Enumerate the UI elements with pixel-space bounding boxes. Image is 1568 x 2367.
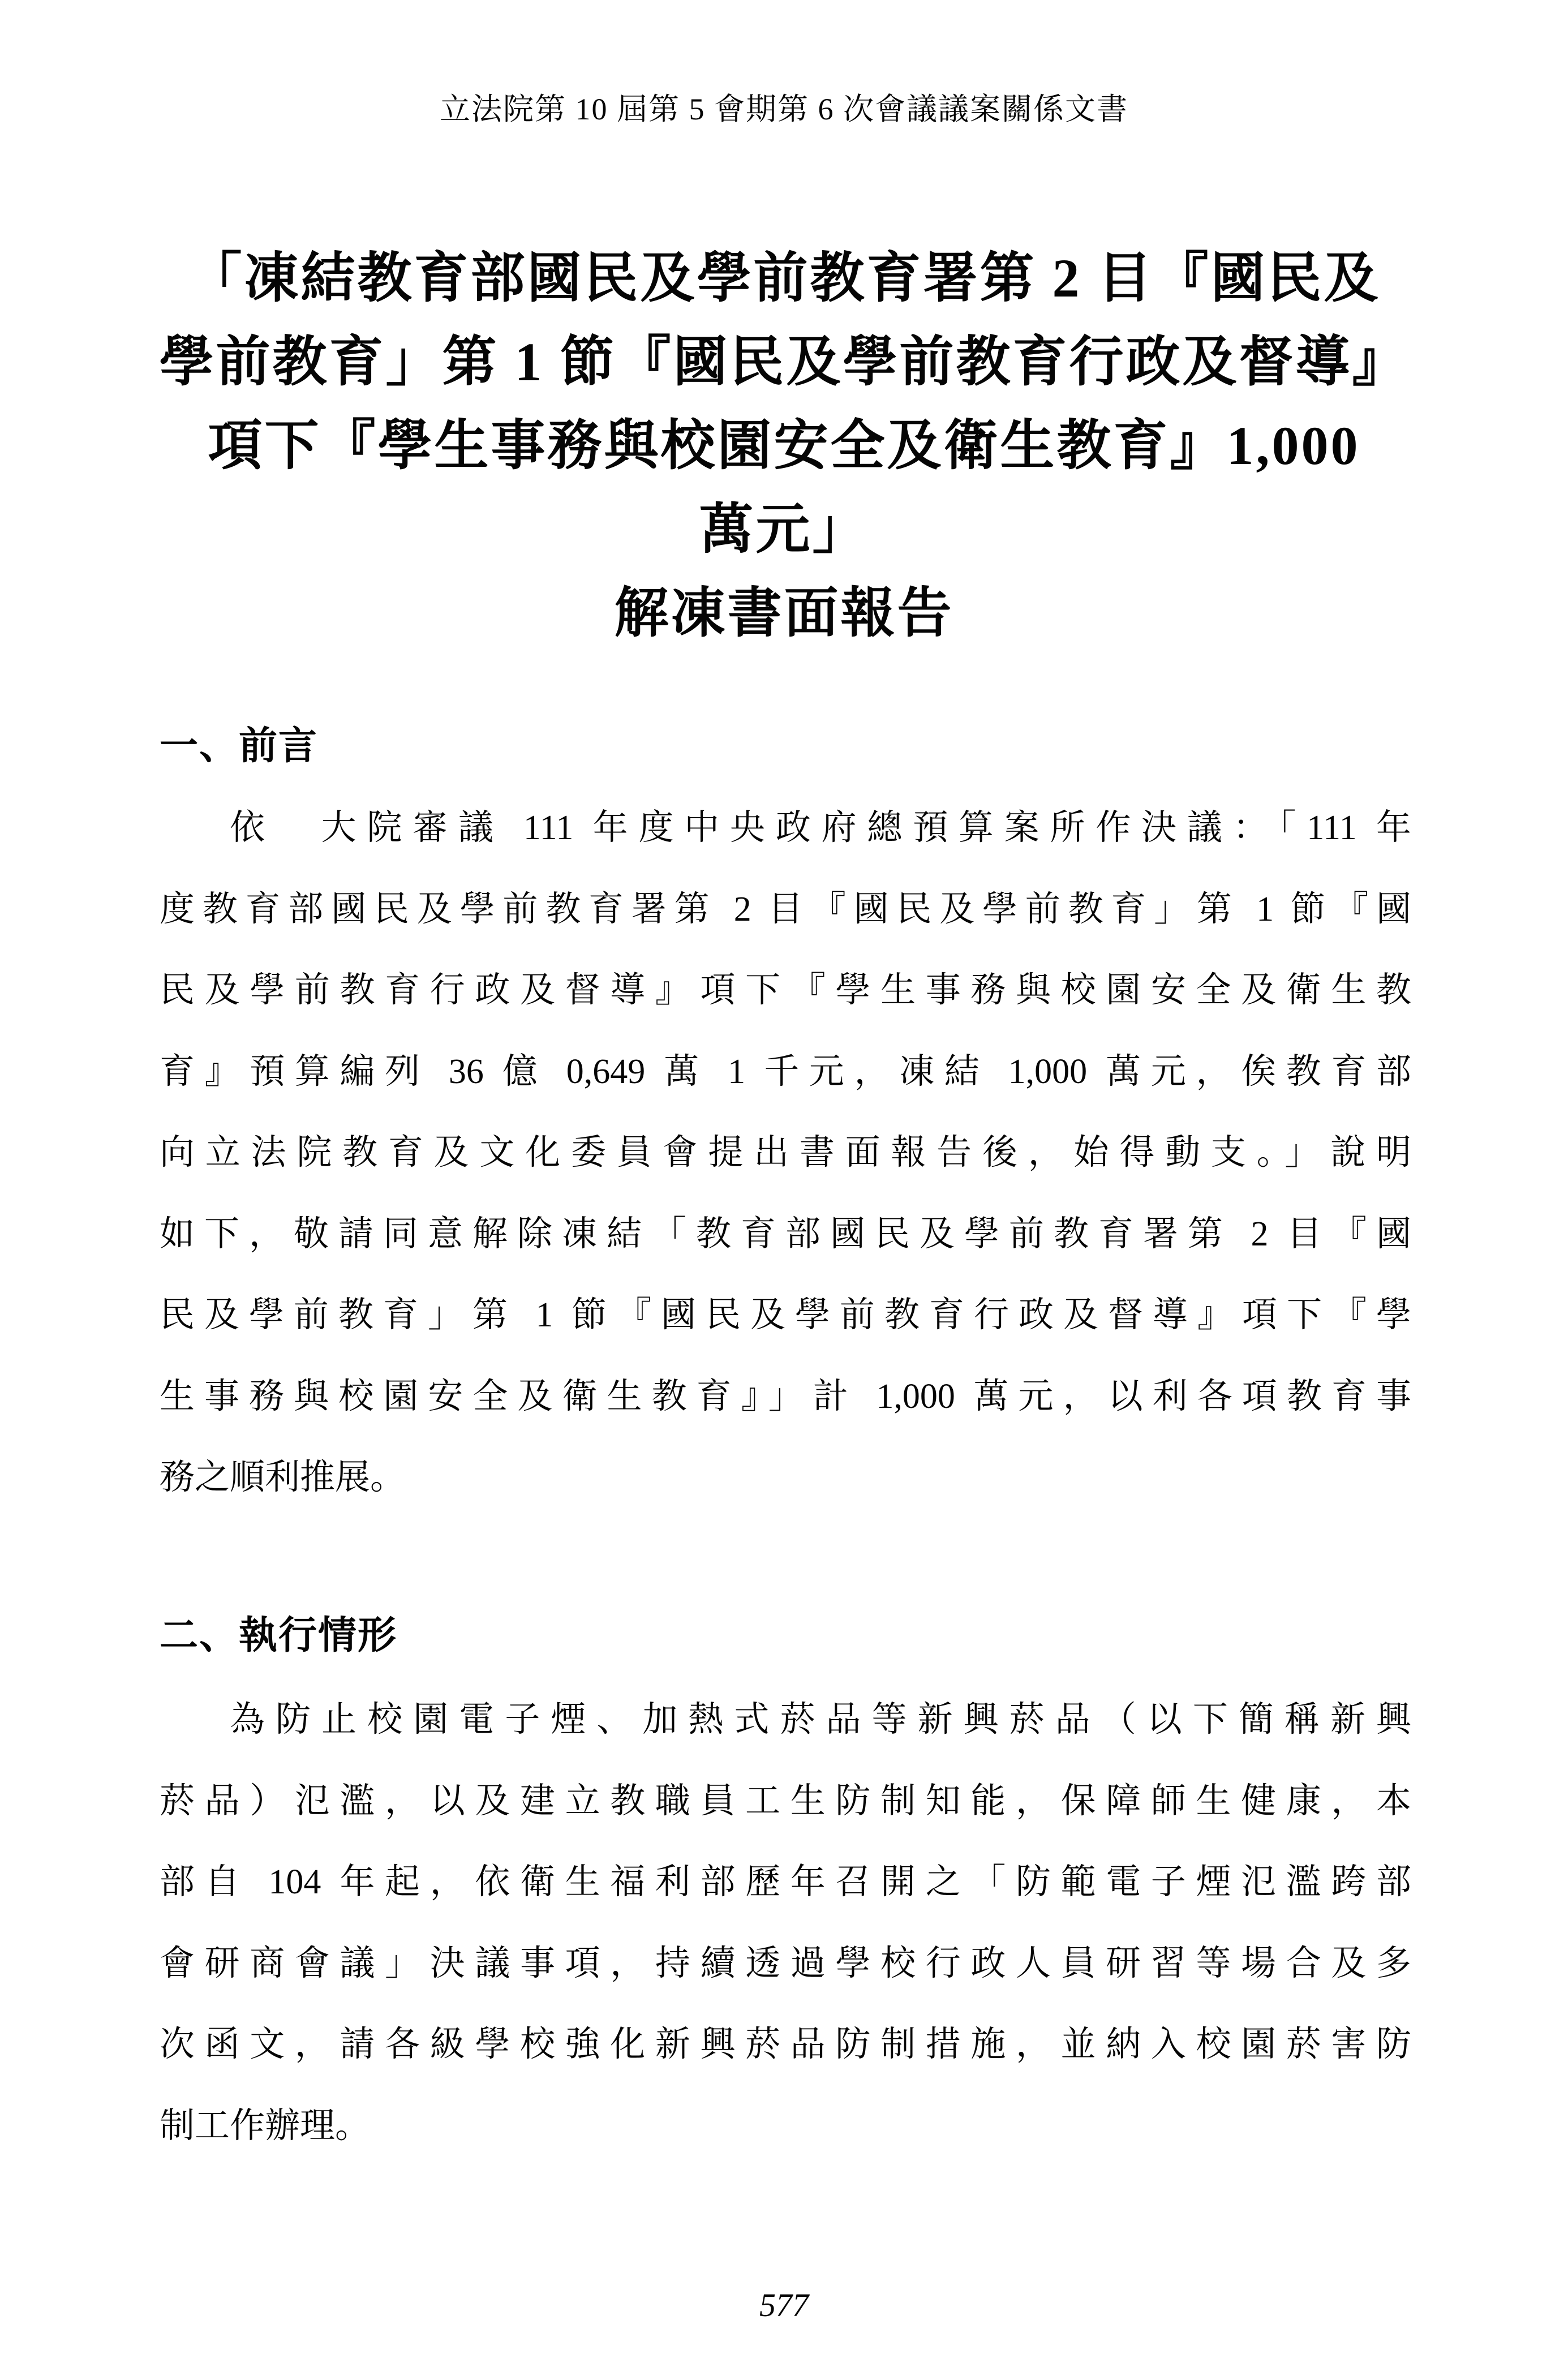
- page-number: 577: [759, 2287, 809, 2323]
- body-line: 度教育部國民及學前教育署第 2 目『國民及學前教育」第 1 節『國: [160, 890, 1411, 929]
- body-line: 向立法院教育及文化委員會提出書面報告後，始得動支。」說明: [160, 1133, 1411, 1172]
- body-line: 育』預算編列 36 億 0,649 萬 1 千元，凍結 1,000 萬元，俟教育部: [160, 1052, 1411, 1091]
- section-heading-implementation: 二、執行情形: [160, 1614, 398, 1657]
- body-line: 如下，敬請同意解除凍結「教育部國民及學前教育署第 2 目『國: [160, 1214, 1411, 1253]
- title-line: 萬元」: [699, 499, 869, 560]
- body-line: 民及學前教育」第 1 節『國民及學前教育行政及督導』項下『學: [160, 1296, 1411, 1334]
- body-line: 務之順利推展。: [160, 1458, 406, 1497]
- title-subtitle: 解凍書面報告: [614, 583, 954, 643]
- body-line: 菸品）氾濫，以及建立教職員工生防制知能，保障師生健康，本: [160, 1781, 1411, 1820]
- body-line: 制工作辦理。: [160, 2106, 371, 2145]
- document-header: 立法院第 10 屆第 5 會期第 6 次會議議案關係文書: [440, 92, 1128, 126]
- body-line: 部自 104 年起，依衛生福利部歷年召開之「防範電子煙氾濫跨部: [160, 1863, 1411, 1901]
- body-line: 為防止校園電子煙、加熱式菸品等新興菸品（以下簡稱新興: [230, 1700, 1411, 1739]
- paragraph-foreword: [160, 788, 1411, 1519]
- body-line: 依 大院審議 111 年度中央政府總預算案所作決議：「111 年: [230, 809, 1411, 847]
- title-line: 項下『學生事務與校園安全及衛生教育』1,000: [208, 415, 1360, 476]
- body-line: 民及學前教育行政及督導』項下『學生事務與校園安全及衛生教: [160, 971, 1411, 1009]
- title-line: 學前教育」第 1 節『國民及學前教育行政及督導』: [159, 332, 1409, 392]
- body-line: 會研商會議」決議事項，持續透過學校行政人員研習等場合及多: [160, 1944, 1411, 1983]
- section-heading-foreword: 一、前言: [160, 724, 319, 767]
- document-title: [96, 237, 1472, 655]
- body-line: 生事務與校園安全及衛生教育』」計 1,000 萬元，以利各項教育事: [160, 1377, 1411, 1416]
- body-line: 次函文，請各級學校強化新興菸品防制措施，並納入校園菸害防: [160, 2025, 1411, 2064]
- title-line: 「凍結教育部國民及學前教育署第 2 目『國民及: [187, 248, 1381, 308]
- paragraph-implementation: [160, 1679, 1411, 2167]
